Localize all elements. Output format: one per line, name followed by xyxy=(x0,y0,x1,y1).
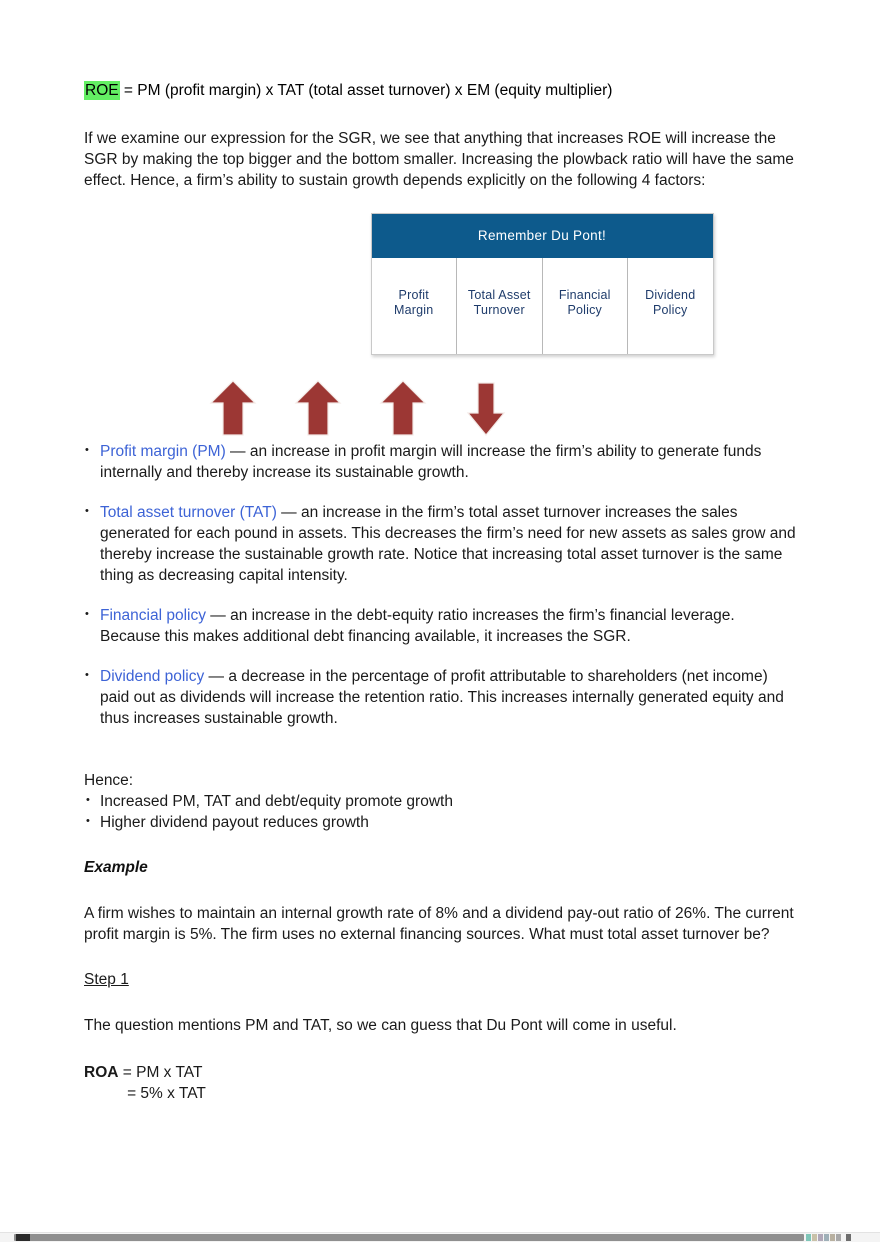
arrow-up-icon xyxy=(379,379,427,437)
arrow-up-icon xyxy=(294,379,342,437)
scrollbar-marker xyxy=(806,1234,811,1241)
intro-paragraph: If we examine our expression for the SGR, we see that anything that increases ROE will increase the SGR by making the top bigger and the bottom smaller. Increasing the plowback ratio will have the same effect. Hence, a firm’s ability to sustain growth depends explicitly on the following 4 factors: xyxy=(84,130,794,189)
dupont-cell-label: Financial Policy xyxy=(558,288,611,317)
roe-formula-rest: = PM (profit margin) x TAT (total asset turnover) x EM (equity multiplier) xyxy=(119,82,613,99)
dupont-table-row xyxy=(372,258,713,354)
dupont-cell-dividend-policy xyxy=(628,258,713,354)
roe-formula-line xyxy=(84,80,796,102)
document-content xyxy=(84,80,796,1104)
dupont-diagram xyxy=(371,213,714,355)
roa-expression: = PM x TAT xyxy=(118,1064,203,1081)
hence-list xyxy=(84,791,796,833)
scrollbar-marker xyxy=(836,1234,841,1241)
roa-calculation-line-2: = 5% x TAT xyxy=(84,1085,206,1102)
scrollbar-marker xyxy=(818,1234,823,1241)
factor-term[interactable]: Financial policy xyxy=(100,607,206,624)
scrollbar-marker xyxy=(830,1234,835,1241)
list-item xyxy=(84,502,796,586)
dupont-cell-financial-policy xyxy=(543,258,629,354)
scrollbar-marker xyxy=(812,1234,817,1241)
dupont-cell-profit-margin xyxy=(372,258,458,354)
factor-term[interactable]: Dividend policy xyxy=(100,668,205,685)
scrollbar-marker xyxy=(824,1234,829,1241)
dupont-cell-label: Profit Margin xyxy=(394,288,434,317)
factors-list xyxy=(84,441,796,729)
list-item: • Higher dividend payout reduces growth xyxy=(84,812,796,833)
scrollbar-left-cap[interactable] xyxy=(16,1234,30,1241)
dupont-cell-label: Dividend Policy xyxy=(645,288,696,317)
list-item: • Increased PM, TAT and debt/equity promote growth xyxy=(84,791,796,812)
example-question: A firm wishes to maintain an internal growth rate of 8% and a dividend pay-out ratio of 26%. The current profit margin is 5%. The firm uses no external financing sources. What must total asset turnover be? xyxy=(84,905,794,943)
horizontal-scrollbar[interactable] xyxy=(0,1232,880,1242)
arrow-down-icon xyxy=(466,381,506,437)
scrollbar-marker xyxy=(846,1234,851,1241)
hence-label: Hence: xyxy=(84,772,134,789)
dupont-table xyxy=(371,213,714,355)
roe-highlight: ROE xyxy=(85,82,119,99)
factor-body: — an increase in the debt-equity ratio increases the firm’s financial leverage. Because this makes additional debt financing available, it increases the SGR. xyxy=(100,607,735,645)
dupont-table-header: Remember Du Pont! xyxy=(372,214,713,258)
dupont-cell-label: Total Asset Turnover xyxy=(467,288,531,317)
list-item xyxy=(84,666,796,729)
scrollbar-thumb[interactable] xyxy=(14,1234,804,1241)
step-heading-wrap xyxy=(84,971,796,989)
factor-term[interactable]: Total asset turnover (TAT) xyxy=(100,504,277,521)
factor-term[interactable]: Profit margin (PM) xyxy=(100,443,226,460)
roa-label: ROA xyxy=(84,1064,119,1081)
dupont-cell-total-asset-turnover xyxy=(457,258,543,354)
roa-calculation-line-1 xyxy=(84,1062,796,1083)
factor-body: — a decrease in the percentage of profit attributable to shareholders (net income) paid out as dividends will increase the retention ratio. This increases internally generated equity and thus increases sustainable growth. xyxy=(100,668,784,727)
step-text: The question mentions PM and TAT, so we can guess that Du Pont will come in useful. xyxy=(84,1017,677,1034)
factor-body: — an increase in the firm’s total asset turnover increases the sales generated for each pound in assets. This decreases the firm’s need for new assets as sales grow and thereby increase the sustainable growth rate. Notice that increasing total asset turnover is the same thing as decreasing capital intensity. xyxy=(100,504,796,584)
factor-body: — an increase in profit margin will increase the firm’s ability to generate funds internally and thereby increase its sustainable growth. xyxy=(100,443,762,481)
arrow-up-icon xyxy=(209,379,257,437)
list-item xyxy=(84,441,796,483)
dupont-arrow-row xyxy=(186,379,529,441)
list-item xyxy=(84,605,796,647)
step-heading: Step 1 xyxy=(84,971,129,988)
example-heading: Example xyxy=(84,859,148,876)
